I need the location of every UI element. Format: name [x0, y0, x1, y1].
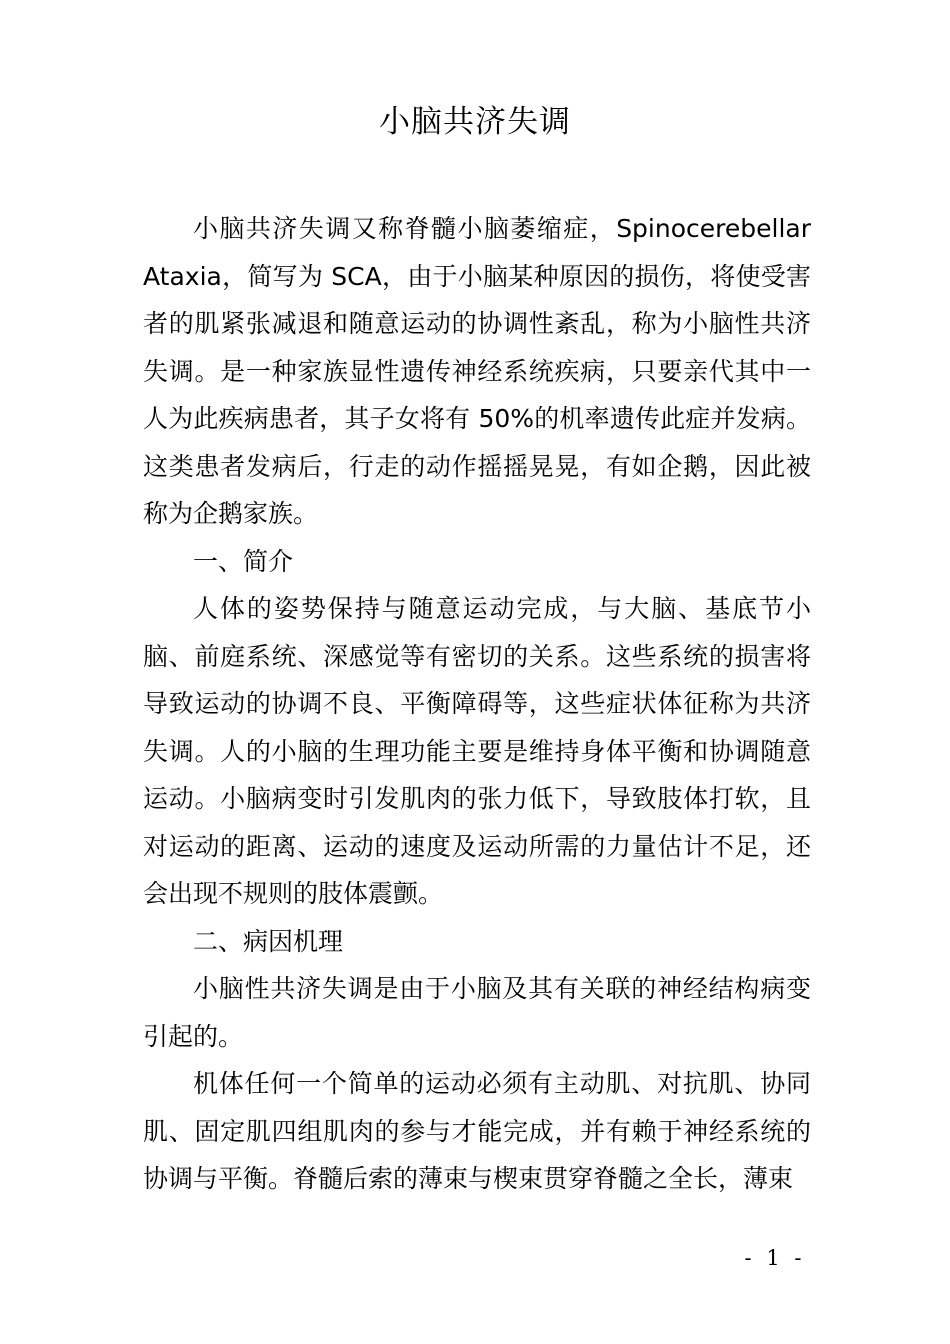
etiology-paragraph-1: 小脑性共济失调是由于小脑及其有关联的神经结构病变引起的。 — [143, 974, 811, 1051]
etiology-paragraph-2: 机体任何一个简单的运动必须有主动肌、对抗肌、协同肌、固定肌四组肌肉的参与才能完成，并有赖于神经系统的协调与平衡。脊髓后索的薄束与楔束贯穿脊髓之全长，薄束 — [143, 1069, 811, 1193]
introduction-paragraph: 人体的姿势保持与随意运动完成，与大脑、基底节小脑、前庭系统、深感觉等有密切的关系。这些系统的损害将导致运动的协调不良、平衡障碍等，这些症状体征称为共济失调。人的小脑的生理功能主要是维持身体平衡和协调随意运动。小脑病变时引发肌肉的张力低下，导致肢体打软，且对运动的距离、运动的速度及运动所需的力量估计不足，还会出现不规则的肢体震颤。 — [143, 594, 811, 908]
intro-paragraph: 小脑共济失调又称脊髓小脑萎缩症，Spinocerebellar Ataxia，简写为 SCA，由于小脑某种原因的损伤，将使受害者的肌紧张减退和随意运动的协调性紊乱，称为小脑性共济失调。是一种家族显性遗传神经系统疾病，只要亲代其中一人为此疾病患者，其子女将有 50%的机率遗传此症并发病。这类患者发病后，行走的动作摇摇晃晃，有如企鹅，因此被称为企鹅家族。 — [143, 214, 811, 528]
document-body — [143, 205, 811, 1203]
section-heading-etiology: 二、病因机理 — [193, 926, 344, 956]
document-title: 小脑共济失调 — [379, 104, 571, 140]
section-heading-introduction: 一、简介 — [193, 546, 294, 576]
page-number: - 1 - — [744, 1246, 806, 1270]
